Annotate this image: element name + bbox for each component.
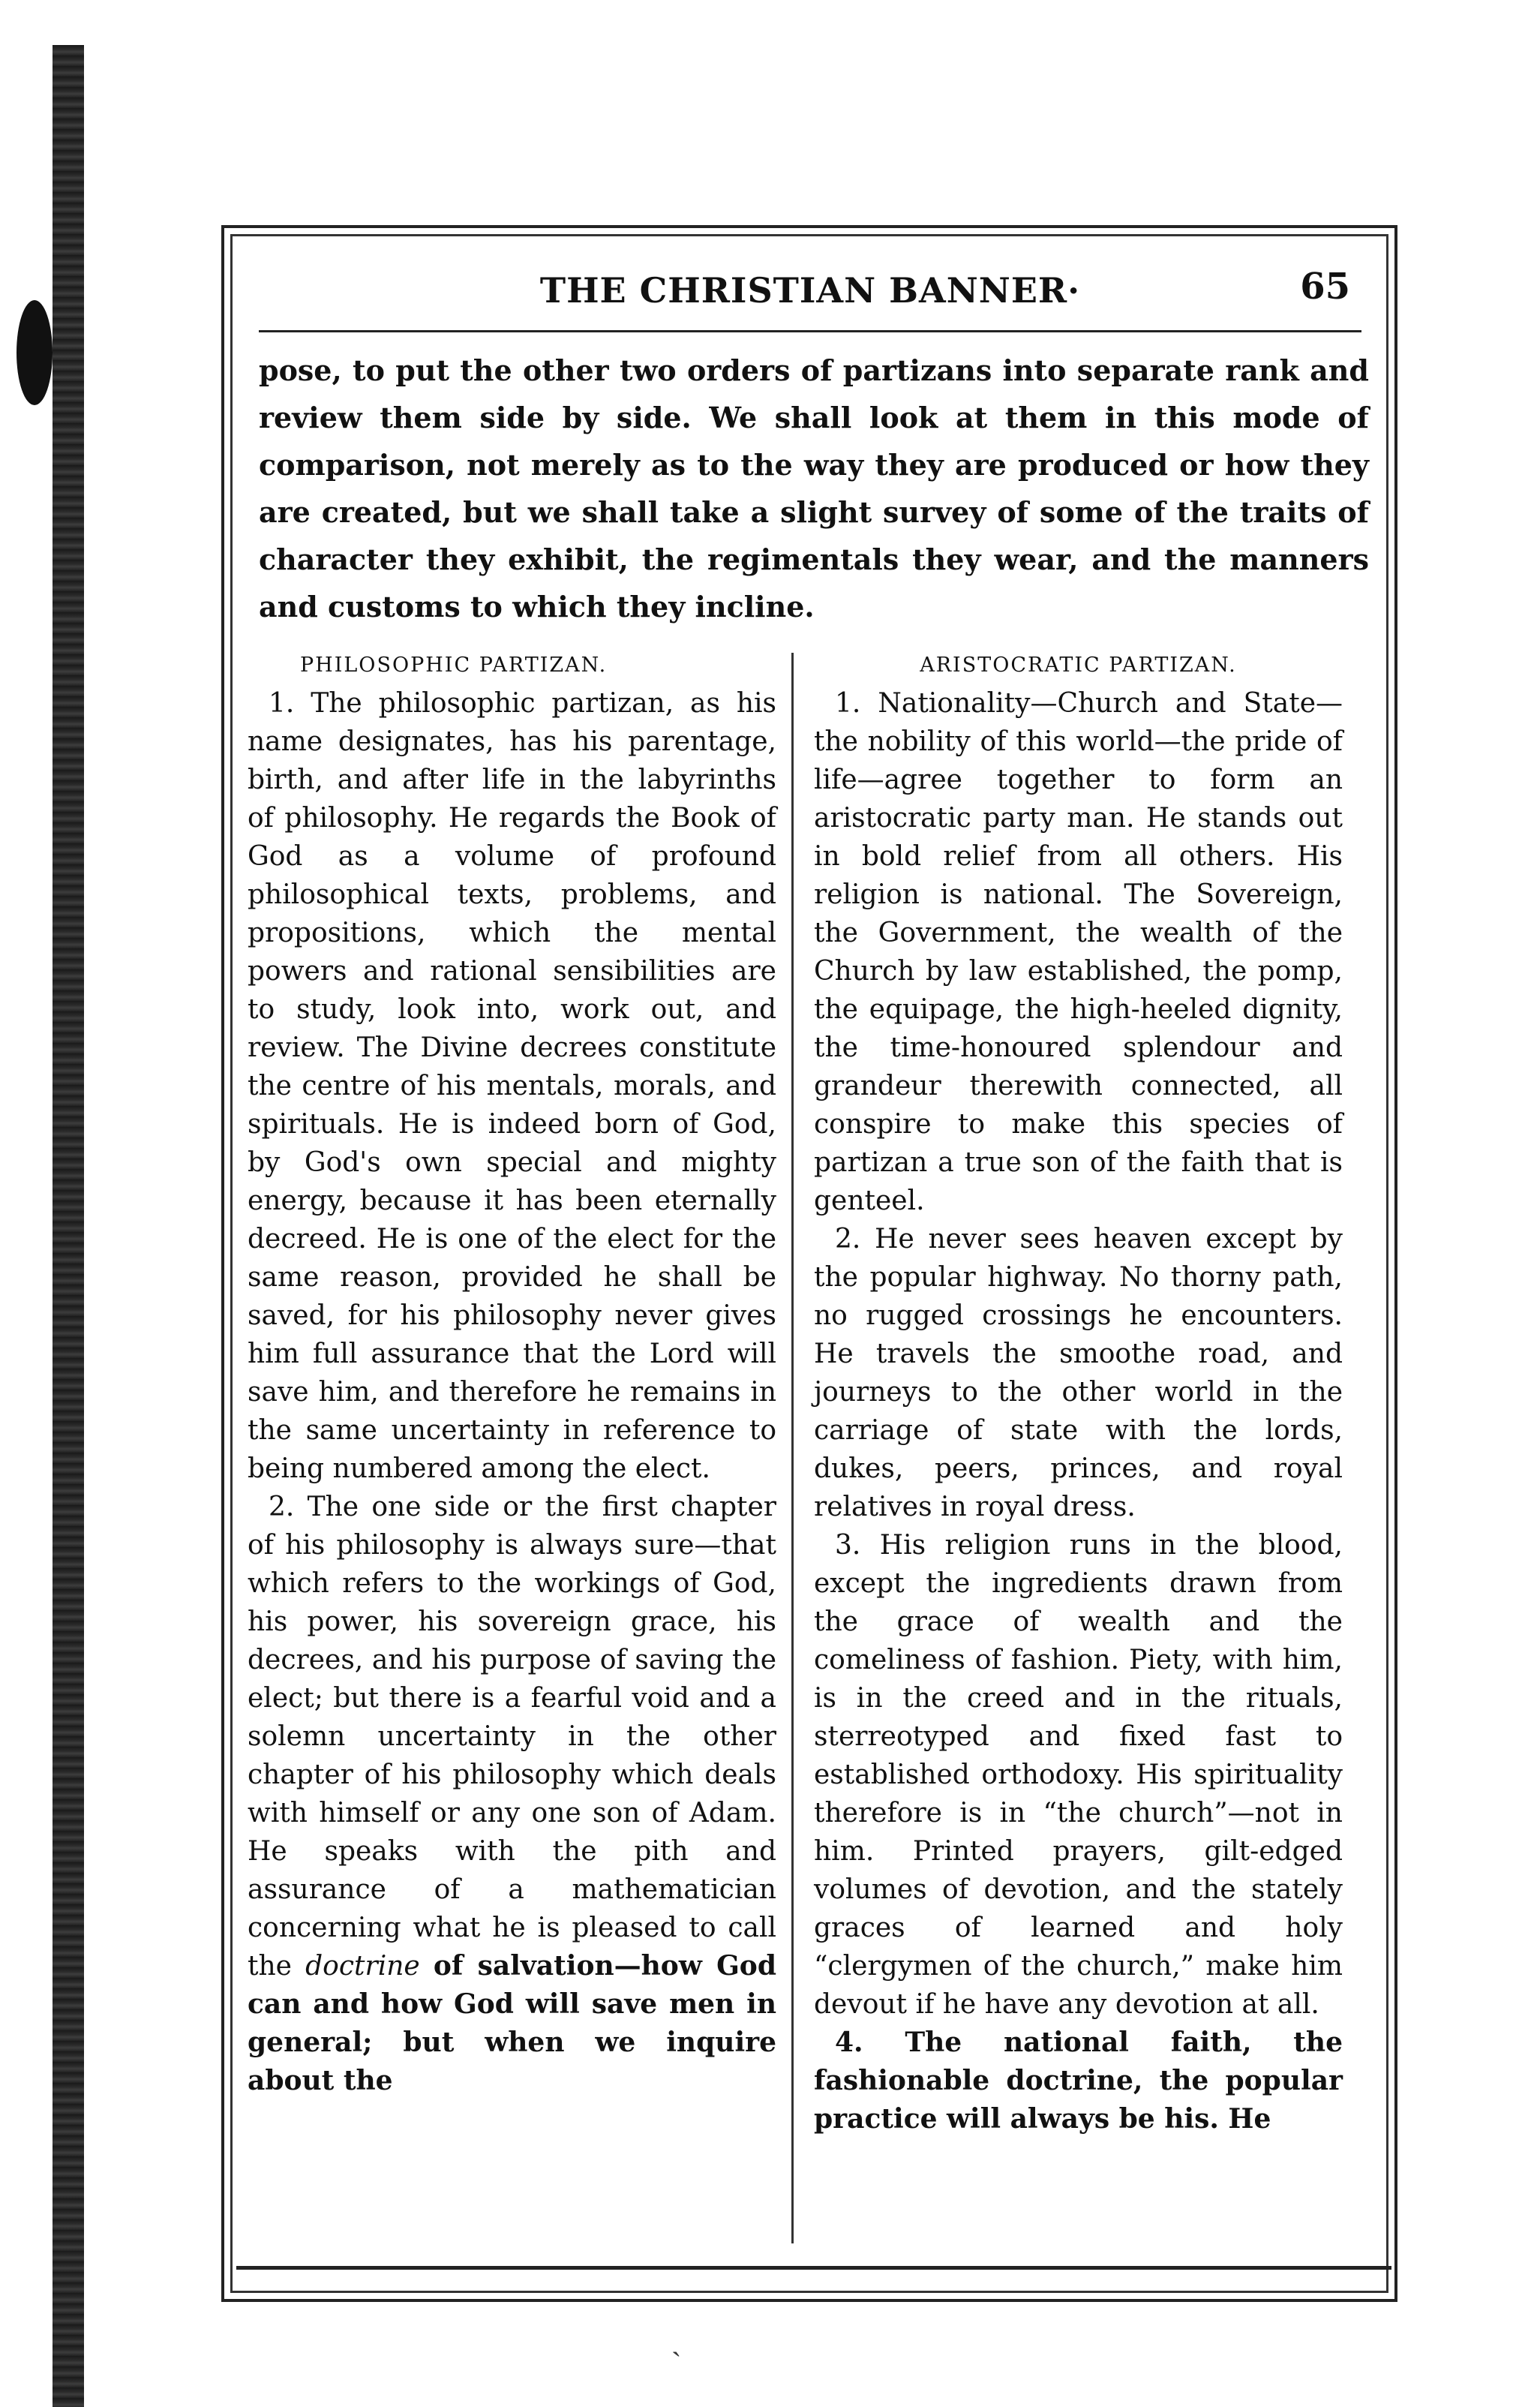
right-column-heading: ARISTOCRATIC PARTIZAN. [920,654,1237,677]
stray-ink-mark: ˎ [671,2323,682,2357]
column-divider [791,653,794,2243]
left-paragraph-2-start: 2. The one side or the first chapter of his philosophy is always sure—that which refers to the workings of God, his power, his sovereign grace, his decrees, and his purpose of saving the elect; but there is a fearful void and a solemn uncertainty in the other chapter of his philosophy which deals with himself or any one son of Adam. He speaks with the pith and assurance of a mathematician concerning what he is pleased to call the [248,1492,776,1982]
footer-rule [236,2266,1391,2270]
right-paragraph-3: 3. His religion runs in the blood, except the ingredients drawn from the grace of wealth and the comeliness of fashion. Piety, with him, is in the creed and in the rituals, sterreotyped and fixed fast to established orthodoxy. His spirituality therefore is in “the church”—not in him. Printed prayers, gilt-edged volumes of devotion, and the stately graces of learned and holy “clergymen of the church,” make him devout if he have any devotion at all. [814,1530,1343,2020]
ink-blot [17,300,53,405]
right-column [814,651,1343,2138]
page-number: 65 [1300,266,1350,308]
intro-paragraph: pose, to put the other two orders of partizans into separate rank and review them side by side. We shall look at them in this mode of comparison, not merely as to the way they are produced or how they are created, but we shall take a slight survey of some of the traits of character they exhibit, the regimentals they wear, and the manners and customs to which they incline. [259,353,1369,624]
left-paragraph-1: 1. The philosophic partizan, as his name designates, has his parentage, birth, and after life in the labyrinths of philosophy. He regards the Book of God as a volume of profound philosophical texts, problems, and propositions, which the mental powers and rational sensibilities are to study, look into, work out, and review. The Divine decrees constitute the centre of his mentals, morals, and spirituals. He is indeed born of God, by God's own special and mighty energy, because it has been eternally decreed. He is one of the elect for the same reason, provided he shall be saved, for his philosophy never gives him full assurance that the Lord will save him, and therefore he remains in the same uncertainty in reference to being numbered among the elect. [248,688,776,1484]
left-paragraph-2 [248,1488,776,2100]
left-paragraph-2-end: of salvation—how God can and how God will save men in general; but when we inquire about the [248,1950,776,2096]
header-rule [259,330,1361,332]
running-title: THE CHRISTIAN BANNER· [539,270,1081,311]
left-paragraph-2-italic: doctrine [305,1951,420,1982]
left-column [248,651,776,2100]
right-paragraph-2: 2. He never sees heaven except by the popular highway. No thorny path, no rugged crossings he encounters. He travels the smoothe road, and journeys to the other world in the carriage of state with the lords, dukes, peers, princes, and royal relatives in royal dress. [814,1224,1343,1522]
right-paragraph-4: 4. The national faith, the fashionable doctrine, the popular practice will always be his. He [814,2027,1343,2135]
book-binding-edge [53,45,84,2407]
page-header [248,255,1373,330]
right-paragraph-1: 1. Nationality—Church and State—the nobility of this world—the pride of life—agree together to form an aristocratic party man. He stands out in bold relief from all others. His religion is national. The Sovereign, the Government, the wealth of the Church by law established, the pomp, the equipage, the high-heeled dignity, the time-honoured splendour and grandeur therewith connected, all conspire to make this species of partizan a true son of the faith that is genteel. [814,688,1343,1216]
left-column-heading: PHILOSOPHIC PARTIZAN. [300,654,608,677]
